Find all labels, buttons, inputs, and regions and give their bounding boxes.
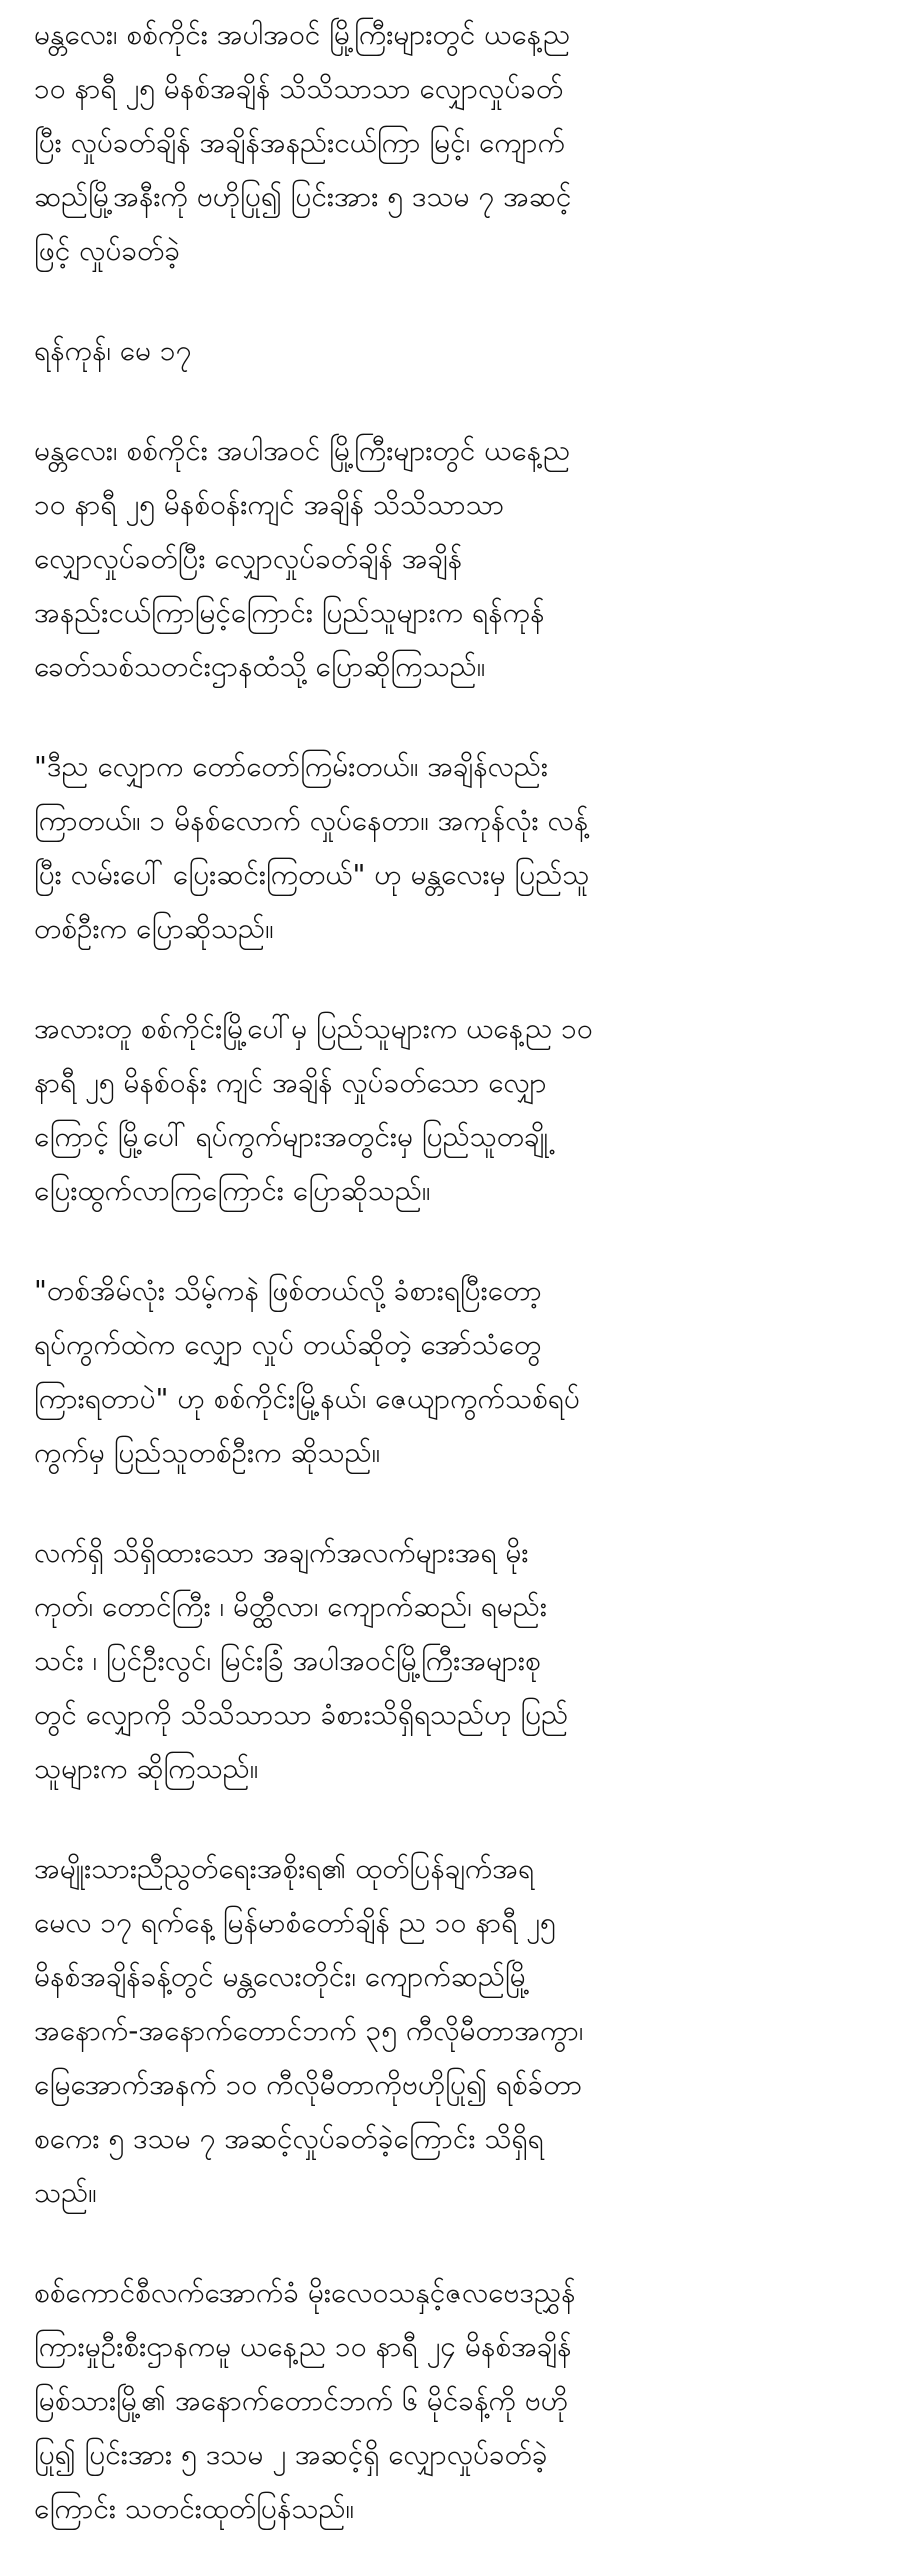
paragraph-line: သင်း ၊ ပြင်ဦးလွင်၊ မြင်းခြံ အပါအဝင်မြို့ကြီးအများစု <box>34 1644 541 1677</box>
paragraph-line: တစ်ဦးက ပြောဆိုသည်။ <box>34 912 274 945</box>
paragraph-line: ၁၀ နာရီ ၂၅ မိနစ်ဝန်းကျင် အချိန် သိသိသာသာ <box>34 488 505 521</box>
paragraph-line: "ဒီည လျှောက တော်တော်ကြမ်းတယ်။ အချိန်လည်း <box>34 750 549 783</box>
article-paragraph <box>34 424 883 694</box>
paragraph-line: ပြု၍ ပြင်းအား ၅ ဒသမ ၂ အဆင့်ရှိ လျှောလှုပ်ခတ်ခဲ့ <box>34 2438 548 2471</box>
paragraph-line: ကြာတယ်။ ၁ မိနစ်လောက် လှုပ်နေတာ။ အကုန်လုံး လန့် <box>34 804 589 837</box>
paragraph-line: မြေအောက်အနက် ၁၀ ကီလိုမီတာကိုဗဟိုပြု၍ ရစ်ခ်တာ <box>34 2068 583 2101</box>
paragraph-line: ကွက်မှ ပြည်သူတစ်ဦးက ဆိုသည်။ <box>34 1436 381 1469</box>
paragraph-line: ဆည်မြို့အနီးကို ဗဟိုပြု၍ ပြင်းအား ၅ ဒသမ ၇ အဆင့် <box>34 180 572 213</box>
paragraph-line: ပြီး လှုပ်ခတ်ချိန် အချိန်အနည်းငယ်ကြာ မြင့်၊ ကျောက် <box>34 126 565 159</box>
article-paragraph <box>34 740 883 956</box>
paragraph-line: ရပ်ကွက်ထဲက လျှော လှုပ် တယ်ဆိုတဲ့ အော်သံတွေ <box>34 1328 542 1361</box>
paragraph-line: ဖြင့် လှုပ်ခတ်ခဲ့ <box>34 234 181 267</box>
paragraph-line: အလားတူ စစ်ကိုင်းမြို့ပေါ်မှ ပြည်သူများက ယနေ့ည ၁၀ <box>34 1012 593 1045</box>
paragraph-line: တွင် လျှောကို သိသိသာသာ ခံစားသိရှိရသည်ဟု ပြည် <box>34 1698 569 1731</box>
paragraph-line: ရန်ကုန်၊ မေ ၁၇ <box>34 334 192 367</box>
paragraph-line: မေလ ၁၇ ရက်နေ့ မြန်မာစံတော်ချိန် ည ၁၀ နာရီ ၂၅ <box>34 1906 556 1939</box>
paragraph-line: ကြောင်း သတင်းထုတ်ပြန်သည်။ <box>34 2492 354 2525</box>
dateline <box>34 324 883 378</box>
article-paragraph <box>34 2266 883 2536</box>
paragraph-line: ပြီး လမ်းပေါ် ပြေးဆင်းကြတယ်" ဟု မန္တလေးမှ ပြည်သူ <box>34 858 590 891</box>
paragraph-line: ကြောင့် မြို့ပေါ် ရပ်ကွက်များအတွင်းမှ ပြည်သူတချို့ <box>34 1120 549 1153</box>
paragraph-line: သည်။ <box>34 2176 97 2209</box>
paragraph-line: ၁၀ နာရီ ၂၅ မိနစ်အချိန် သိသိသာသာ လျှောလှုပ်ခတ် <box>34 72 564 105</box>
paragraph-line: ခေတ်သစ်သတင်းဌာနထံသို့ ပြောဆိုကြသည်။ <box>34 650 486 683</box>
article-paragraph <box>34 1526 883 1796</box>
article-paragraph <box>34 1002 883 1218</box>
paragraph-line: စကေး ၅ ဒသမ ၇ အဆင့်လှုပ်ခတ်ခဲ့ကြောင်း သိရှိရ <box>34 2122 544 2155</box>
paragraph-line: ကြားရတာပဲ" ဟု စစ်ကိုင်းမြို့နယ်၊ ဇေယျာကွက်သစ်ရပ် <box>34 1382 580 1415</box>
paragraph-line: နာရီ ၂၅ မိနစ်ဝန်း ကျင် အချိန် လှုပ်ခတ်သော လျှော <box>34 1066 547 1099</box>
paragraph-line: ကြားမှုဦးစီးဌာနကမူ ယနေ့ည ၁၀ နာရီ ၂၄ မိနစ်အချိန် <box>34 2330 572 2363</box>
paragraph-line: အမျိုးသားညီညွတ်ရေးအစိုးရ၏ ထုတ်ပြန်ချက်အရ <box>34 1852 535 1885</box>
paragraph-line: လက်ရှိ သိရှိထားသော အချက်အလက်များအရ မိုး <box>34 1536 529 1569</box>
paragraph-line: မိနစ်အချိန်ခန့်တွင် မန္တလေးတိုင်း၊ ကျောက်ဆည်မြို့ <box>34 1960 530 1993</box>
paragraph-line: "တစ်အိမ်လုံး သိမ့်ကနဲ ဖြစ်တယ်လို့ ခံစားရပြီးတော့ <box>34 1274 542 1307</box>
paragraph-line: မြစ်သားမြို့၏ အနောက်တောင်ဘက် ၆ မိုင်ခန့်ကို ဗဟို <box>34 2384 569 2417</box>
paragraph-line: အနည်းငယ်ကြာမြင့်ကြောင်း ပြည်သူများက ရန်ကုန် <box>34 596 545 629</box>
paragraph-line: ကုတ်၊ တောင်ကြီး ၊ မိတ္ထီလာ၊ ကျောက်ဆည်၊ ရမည်း <box>34 1590 547 1623</box>
paragraph-line: ပြေးထွက်လာကြကြောင်း ပြောဆိုသည်။ <box>34 1174 431 1207</box>
article-paragraph <box>34 8 883 278</box>
paragraph-line: လျှောလှုပ်ခတ်ပြီး လျှောလှုပ်ခတ်ချိန် အချိန် <box>34 542 463 575</box>
paragraph-line: သူများက ဆိုကြသည်။ <box>34 1752 259 1785</box>
paragraph-line: စစ်ကောင်စီလက်အောက်ခံ မိုးလေဝသနှင့်ဇလဗေဒညွှန် <box>34 2276 576 2309</box>
paragraph-line: မန္တလေး၊ စစ်ကိုင်း အပါအဝင် မြို့ကြီးများတွင် ယနေ့ည <box>34 434 571 467</box>
paragraph-line: အနောက်-အနောက်တောင်ဘက် ၃၅ ကီလိုမီတာအကွာ၊ <box>34 2014 584 2047</box>
article-paragraph <box>34 1842 883 2220</box>
paragraph-line: မန္တလေး၊ စစ်ကိုင်း အပါအဝင် မြို့ကြီးများတွင် ယနေ့ည <box>34 18 571 51</box>
article-paragraph <box>34 1264 883 1480</box>
